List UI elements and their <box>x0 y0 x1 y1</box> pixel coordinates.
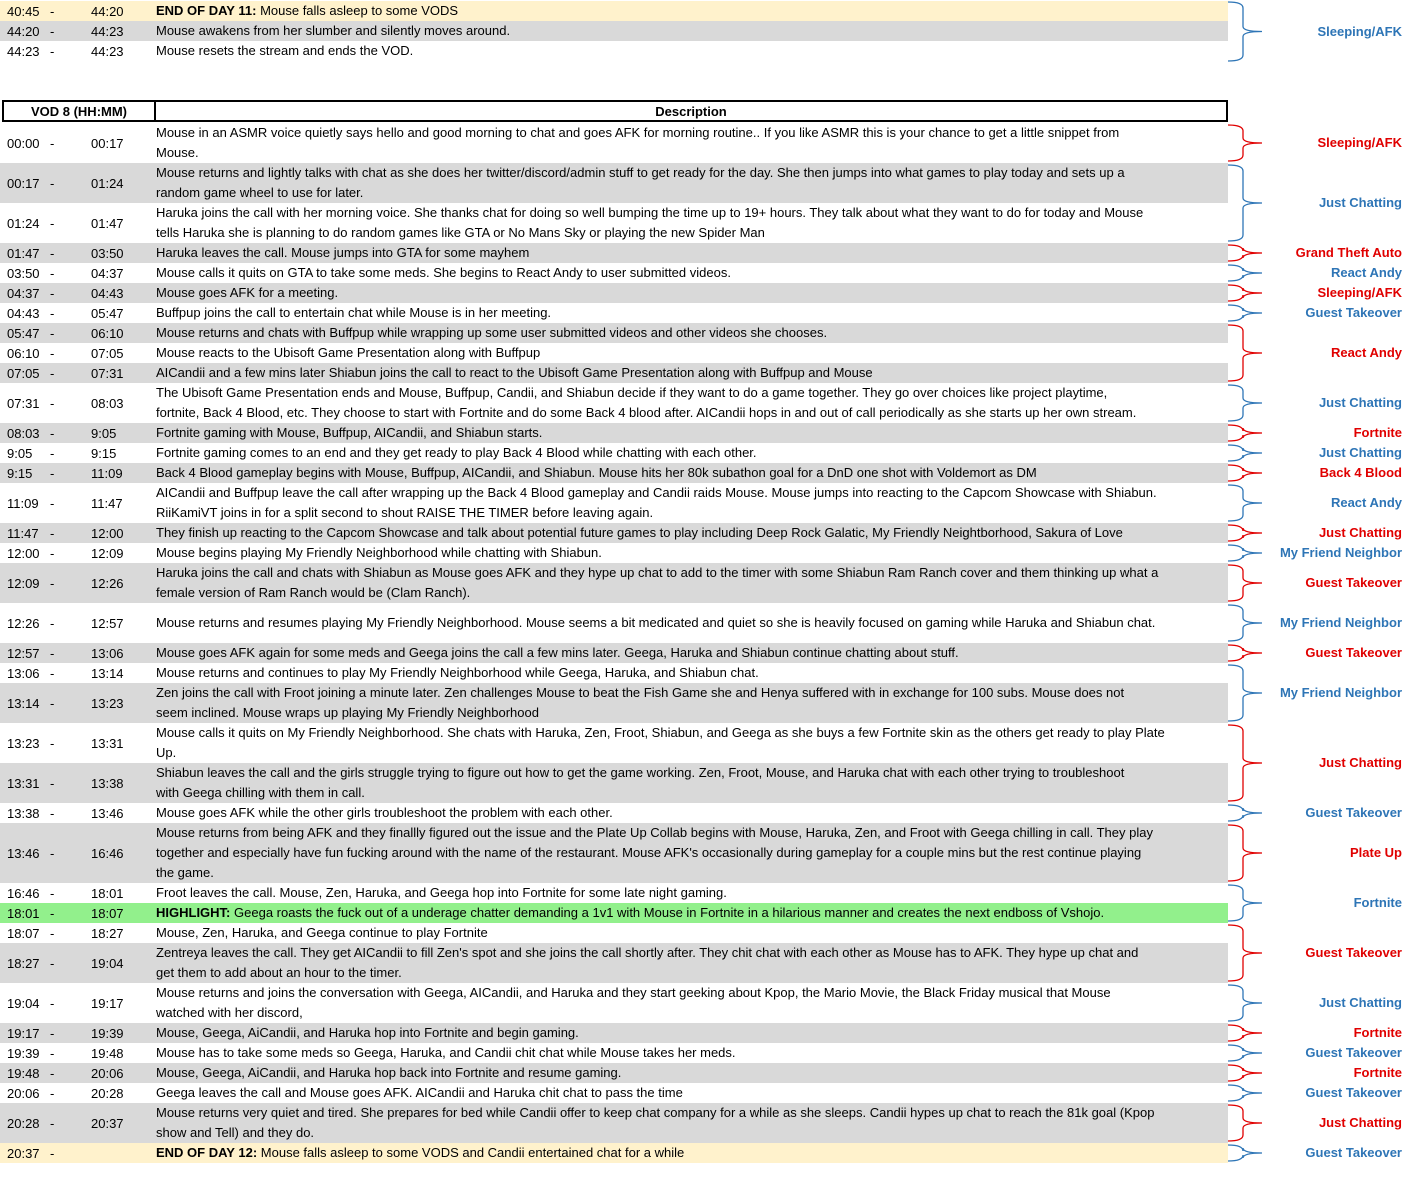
description-text: Mouse begins playing My Friendly Neighborhood while chatting with Shiabun. <box>156 545 602 560</box>
time-separator: - <box>50 395 55 411</box>
category-label: Guest Takeover <box>1305 1145 1402 1160</box>
time-separator: - <box>50 885 55 901</box>
category-label: Fortnite <box>1353 895 1402 910</box>
start-time: 12:00 <box>7 545 40 561</box>
start-time: 19:48 <box>7 1065 40 1081</box>
time-separator: - <box>50 135 55 151</box>
category-brace <box>1228 985 1262 1021</box>
start-time: 18:27 <box>7 955 40 971</box>
end-time: 9:15 <box>91 445 117 461</box>
time-separator: - <box>50 175 55 191</box>
start-time: 12:57 <box>7 645 40 661</box>
start-time: 04:43 <box>7 305 40 321</box>
category-label: Just Chatting <box>1318 395 1402 410</box>
category-label: Sleeping/AFK <box>1317 135 1402 150</box>
category-brace <box>1228 445 1262 461</box>
description-text: Mouse calls it quits on GTA to take some meds. She begins to React Andy to user submitted videos. <box>156 265 731 280</box>
start-time: 19:17 <box>7 1025 40 1041</box>
category-brace <box>1228 125 1262 161</box>
category-label: Just Chatting <box>1318 755 1402 770</box>
description-text: Zen joins the call with Froot joining a minute later. Zen challenges Mouse to beat the Fish Game she and Henya suffered with in exchange for 100 subs. Mouse does not <box>156 685 1125 700</box>
category-label: Just Chatting <box>1318 195 1402 210</box>
description-text: Mouse returns and joins the conversation with Geega, AICandii, and Haruka and they start geeking about Kpop, the Mario Movie, the Black Friday musical that Mouse <box>156 985 1111 1000</box>
description-text: Haruka joins the call with her morning voice. She thanks chat for doing so well bumping the time up to 19+ hours. They talk about what they want to do for today and Mouse <box>156 205 1144 220</box>
start-time: 19:04 <box>7 995 40 1011</box>
time-separator: - <box>50 665 55 681</box>
end-time: 13:23 <box>91 695 124 711</box>
description-text: Mouse in an ASMR voice quietly says hello and good morning to chat and goes AFK for morning routine.. If you like ASMR this is your chance to get a little snippet from <box>156 125 1120 140</box>
category-label: Just Chatting <box>1318 525 1402 540</box>
category-label: Just Chatting <box>1318 445 1402 460</box>
category-brace <box>1228 725 1262 801</box>
description-text: Mouse goes AFK while the other girls troubleshoot the problem with each other. <box>156 805 613 820</box>
description-text: tells Haruka she is planning to do random games like GTA or No Mans Sky or playing the new Spider Man <box>156 225 765 240</box>
category-brace <box>1228 525 1262 541</box>
start-time: 9:05 <box>7 445 33 461</box>
description-text: Mouse goes AFK again for some meds and Geega joins the call a few mins later. Geega, Haruka and Shiabun continue chatting about stuff. <box>156 645 959 660</box>
start-time: 20:28 <box>7 1115 40 1131</box>
category-label: Guest Takeover <box>1305 805 1402 820</box>
time-separator: - <box>50 845 55 861</box>
description-text: Mouse returns and lightly talks with chat as she does her twitter/discord/admin stuff to get ready for the day. She then jumps into what games to play today and sets up a <box>156 165 1125 180</box>
end-time: 16:46 <box>91 845 124 861</box>
category-label: Just Chatting <box>1318 995 1402 1010</box>
category-brace <box>1228 605 1262 641</box>
description-text: together and especially have fun fucking around with the name of the restaurant. Mouse AFK's occasionally during gameplay for a couple mins but the rest continue playing <box>156 845 1142 860</box>
description-text: AICandii and Buffpup leave the call after wrapping up the Back 4 Blood gameplay and Candii raids Mouse. Mouse jumps into reacting to the Capcom Showcase with Shiabun. <box>156 485 1157 500</box>
category-label: Guest Takeover <box>1305 305 1402 320</box>
end-time: 04:37 <box>91 265 124 281</box>
category-brace <box>1228 645 1262 661</box>
time-separator: - <box>50 805 55 821</box>
category-label: Guest Takeover <box>1305 575 1402 590</box>
category-label: Guest Takeover <box>1305 945 1402 960</box>
description-text: Mouse, Geega, AiCandii, and Haruka hop back into Fortnite and resume gaming. <box>156 1065 622 1080</box>
category-label: My Friend Neighbor <box>1279 685 1402 700</box>
time-separator: - <box>50 1025 55 1041</box>
time-separator: - <box>50 1145 55 1161</box>
category-brace <box>1228 885 1262 921</box>
end-time: 18:27 <box>91 925 124 941</box>
time-separator: - <box>50 345 55 361</box>
time-separator: - <box>50 465 55 481</box>
description-text: AICandii and a few mins later Shiabun joins the call to react to the Ubisoft Game Presentation along with Buffpup and Mouse <box>156 365 873 380</box>
category-label: My Friend Neighbor <box>1279 615 1402 630</box>
start-time: 18:07 <box>7 925 40 941</box>
description-text: the game. <box>156 865 214 880</box>
category-brace <box>1228 465 1262 481</box>
end-time: 07:05 <box>91 345 124 361</box>
category-label: React Andy <box>1330 265 1402 280</box>
end-time: 20:06 <box>91 1065 124 1081</box>
category-label: Back 4 Blood <box>1319 465 1402 480</box>
time-separator: - <box>50 735 55 751</box>
start-time: 05:47 <box>7 325 40 341</box>
end-time: 18:01 <box>91 885 124 901</box>
time-separator: - <box>50 43 55 59</box>
time-separator: - <box>50 1085 55 1101</box>
start-time: 44:23 <box>7 43 40 59</box>
time-separator: - <box>50 695 55 711</box>
category-brace <box>1228 1045 1262 1061</box>
category-label: Sleeping/AFK <box>1317 285 1402 300</box>
description-text: Mouse returns very quiet and tired. She prepares for bed while Candii offer to keep chat company for a while as she sleeps. Candii hypes up chat to reach the 81k goal (Kpop <box>156 1105 1155 1120</box>
time-separator: - <box>50 1045 55 1061</box>
end-time: 06:10 <box>91 325 124 341</box>
category-brace <box>1228 925 1262 981</box>
category-brace <box>1228 565 1262 601</box>
end-time: 13:31 <box>91 735 124 751</box>
category-brace <box>1228 2 1262 61</box>
time-separator: - <box>50 995 55 1011</box>
time-separator: - <box>50 545 55 561</box>
time-separator: - <box>50 495 55 511</box>
category-brace <box>1228 165 1262 241</box>
description-text: Mouse calls it quits on My Friendly Neighborhood. She chats with Haruka, Zen, Froot, Shiabun, and Geega as she buys a few Fortnite skin as the others get ready to play Plate <box>156 725 1165 740</box>
start-time: 16:46 <box>7 885 40 901</box>
end-time: 44:23 <box>91 23 124 39</box>
description-text: Back 4 Blood gameplay begins with Mouse, Buffpup, AICandii, and Shiabun. Mouse hits her 80k subathon goal for a DnD one shot with Voldemort as DM <box>156 465 1037 480</box>
end-time: 19:39 <box>91 1025 124 1041</box>
time-separator: - <box>50 905 55 921</box>
end-time: 01:24 <box>91 175 124 191</box>
category-brace <box>1228 665 1262 721</box>
time-separator: - <box>50 775 55 791</box>
end-time: 44:20 <box>91 3 124 19</box>
start-time: 03:50 <box>7 265 40 281</box>
time-separator: - <box>50 525 55 541</box>
description-text: show and Tell) and they do. <box>156 1125 315 1140</box>
category-brace <box>1228 1025 1262 1041</box>
end-time: 19:17 <box>91 995 124 1011</box>
header-description: Description <box>655 103 727 119</box>
end-time: 08:03 <box>91 395 124 411</box>
end-time: 20:28 <box>91 1085 124 1101</box>
description-text: Mouse returns and continues to play My Friendly Neighborhood while Geega, Haruka, and Shiabun chat. <box>156 665 759 680</box>
start-time: 00:00 <box>7 135 40 151</box>
start-time: 13:31 <box>7 775 40 791</box>
time-separator: - <box>50 1065 55 1081</box>
description-text: Mouse returns from being AFK and they finallly figured out the issue and the Plate Up Collab begins with Mouse, Haruka, Zen, and Froot with Geega chilling in call. They play <box>156 825 1153 840</box>
start-time: 13:23 <box>7 735 40 751</box>
category-label: My Friend Neighbor <box>1279 545 1402 560</box>
description-text: get them to add about an hour to the timer. <box>156 965 402 980</box>
category-label: React Andy <box>1330 495 1402 510</box>
description-text: Froot leaves the call. Mouse, Zen, Haruka, and Geega hop into Fortnite for some late night gaming. <box>156 885 727 900</box>
time-separator: - <box>50 325 55 341</box>
description-text: Zentreya leaves the call. They get AICandii to fill Zen's spot and she joins the call shortly after. They chit chat with each other as Mouse has to AFK. They hype up chat and <box>156 945 1139 960</box>
time-separator: - <box>50 245 55 261</box>
description-text: Mouse returns and resumes playing My Friendly Neighborhood. Mouse seems a bit medicated and quiet so she is heavily focused on gaming while Haruka and Shiabun chat. <box>156 615 1156 630</box>
category-label: Just Chatting <box>1318 1115 1402 1130</box>
start-time: 13:14 <box>7 695 40 711</box>
description-text: Mouse has to take some meds so Geega, Haruka, and Candii chit chat while Mouse takes her meds. <box>156 1045 736 1060</box>
start-time: 40:45 <box>7 3 40 19</box>
time-separator: - <box>50 365 55 381</box>
description-text: Buffpup joins the call to entertain chat while Mouse is in her meeting. <box>156 305 552 320</box>
start-time: 19:39 <box>7 1045 40 1061</box>
start-time: 12:26 <box>7 615 40 631</box>
end-time: 13:46 <box>91 805 124 821</box>
description-text: Mouse, Geega, AiCandii, and Haruka hop into Fortnite and begin gaming. <box>156 1025 579 1040</box>
category-brace <box>1228 285 1262 301</box>
description-text: Mouse awakens from her slumber and silently moves around. <box>156 23 511 38</box>
start-time: 11:47 <box>7 525 39 541</box>
description-text: Mouse returns and chats with Buffpup while wrapping up some user submitted videos and other videos she chooses. <box>156 325 828 340</box>
row-label: HIGHLIGHT: <box>156 905 231 920</box>
description-text: seem inclined. Mouse wraps up playing My Friendly Neighborhood <box>156 705 539 720</box>
end-time: 19:04 <box>91 955 124 971</box>
end-time: 20:37 <box>91 1115 124 1131</box>
time-separator: - <box>50 215 55 231</box>
category-brace <box>1228 265 1262 281</box>
description-text: Up. <box>156 745 177 760</box>
description-text: with Geega chilling with them in call. <box>156 785 365 800</box>
category-brace <box>1228 545 1262 561</box>
start-time: 00:17 <box>7 175 40 191</box>
category-brace <box>1228 385 1262 421</box>
description-text: Mouse falls asleep to some VODS and Candii entertained chat for a while <box>260 1145 685 1160</box>
description-text: Geega leaves the call and Mouse goes AFK. AICandii and Haruka chit chat to pass the time <box>156 1085 683 1100</box>
category-brace <box>1228 1065 1262 1081</box>
start-time: 08:03 <box>7 425 40 441</box>
start-time: 44:20 <box>7 23 40 39</box>
time-separator: - <box>50 645 55 661</box>
category-brace <box>1228 1085 1262 1101</box>
category-label: Fortnite <box>1353 425 1402 440</box>
category-label: React Andy <box>1330 345 1402 360</box>
end-time: 12:57 <box>91 615 124 631</box>
end-time: 13:06 <box>91 645 124 661</box>
end-time: 13:14 <box>91 665 124 681</box>
description-text: Mouse resets the stream and ends the VOD. <box>156 43 414 58</box>
time-separator: - <box>50 425 55 441</box>
category-brace <box>1228 305 1262 321</box>
category-brace <box>1228 1105 1262 1141</box>
end-time: 05:47 <box>91 305 124 321</box>
description-text: Geega roasts the fuck out of a underage chatter demanding a 1v1 with Mouse in Fortnite in a hilarious manner and creates the next endboss of Vshojo. <box>234 905 1105 920</box>
end-time: 12:09 <box>91 545 124 561</box>
start-time: 13:38 <box>7 805 40 821</box>
time-separator: - <box>50 305 55 321</box>
category-label: Fortnite <box>1353 1025 1402 1040</box>
end-time: 12:00 <box>91 525 124 541</box>
description-text: Fortnite gaming comes to an end and they get ready to play Back 4 Blood while chatting with each other. <box>156 445 757 460</box>
description-text: Fortnite gaming with Mouse, Buffpup, AICandii, and Shiabun starts. <box>156 425 543 440</box>
start-time: 06:10 <box>7 345 40 361</box>
time-separator: - <box>50 955 55 971</box>
end-time: 13:38 <box>91 775 124 791</box>
category-brace <box>1228 1145 1262 1161</box>
start-time: 01:47 <box>7 245 40 261</box>
description-text: Haruka joins the call and chats with Shiabun as Mouse goes AFK and they hype up chat to add to the timer with some Shiabun Ram Ranch cover and them thinking up what a <box>156 565 1159 580</box>
time-separator: - <box>50 23 55 39</box>
category-label: Guest Takeover <box>1305 645 1402 660</box>
time-separator: - <box>50 3 55 19</box>
time-separator: - <box>50 925 55 941</box>
start-time: 01:24 <box>7 215 40 231</box>
start-time: 11:09 <box>7 495 39 511</box>
category-brace <box>1228 245 1262 261</box>
description-text: RiiKamiVT joins in for a split second to shout RAISE THE TIMER before leaving again. <box>156 505 654 520</box>
category-label: Plate Up <box>1349 845 1402 860</box>
description-text: Mouse falls asleep to some VODS <box>260 3 459 18</box>
description-text: Mouse goes AFK for a meeting. <box>156 285 339 300</box>
category-label: Fortnite <box>1353 1065 1402 1080</box>
description-text: Mouse, Zen, Haruka, and Geega continue to play Fortnite <box>156 925 488 940</box>
end-time: 18:07 <box>91 905 124 921</box>
start-time: 13:46 <box>7 845 40 861</box>
description-text: Mouse reacts to the Ubisoft Game Presentation along with Buffpup <box>156 345 541 360</box>
start-time: 12:09 <box>7 575 40 591</box>
end-time: 12:26 <box>91 575 124 591</box>
description-text: Shiabun leaves the call and the girls struggle trying to figure out how to get the game working. Zen, Froot, Mouse, and Haruka chat with each other trying to troubleshoot <box>156 765 1125 780</box>
end-time: 11:47 <box>91 495 123 511</box>
end-time: 04:43 <box>91 285 124 301</box>
start-time: 04:37 <box>7 285 40 301</box>
description-text: The Ubisoft Game Presentation ends and Mouse, Buffpup, Candii, and Shiabun decide if they want to do a game together. They go over choices like project playtime, <box>156 385 1108 400</box>
description-text: fortnite, Back 4 Blood, etc. They choose to start with Fortnite and do some Back 4 blood after. AICandii hops in and out of call periodically as she starts up her own stream. <box>156 405 1137 420</box>
end-time: 11:09 <box>91 465 123 481</box>
end-time: 19:48 <box>91 1045 124 1061</box>
category-brace <box>1228 825 1262 881</box>
description-text: random game wheel to use for later. <box>156 185 364 200</box>
description-text: watched with her discord, <box>156 1005 303 1020</box>
category-brace <box>1228 485 1262 521</box>
end-time: 07:31 <box>91 365 124 381</box>
category-brace <box>1228 425 1262 441</box>
category-label: Guest Takeover <box>1305 1045 1402 1060</box>
end-time: 01:47 <box>91 215 124 231</box>
end-time: 03:50 <box>91 245 124 261</box>
description-text: They finish up reacting to the Capcom Showcase and talk about potential future games to play including Deep Rock Galatic, My Friendly Neightborhood, Sakura of Love <box>156 525 1123 540</box>
end-time: 44:23 <box>91 43 124 59</box>
start-time: 20:06 <box>7 1085 40 1101</box>
start-time: 20:37 <box>7 1145 40 1161</box>
start-time: 18:01 <box>7 905 40 921</box>
category-brace <box>1228 325 1262 381</box>
end-time: 00:17 <box>91 135 124 151</box>
time-separator: - <box>50 285 55 301</box>
start-time: 07:31 <box>7 395 40 411</box>
time-separator: - <box>50 445 55 461</box>
time-separator: - <box>50 615 55 631</box>
row-label: END OF DAY 12: <box>156 1145 258 1160</box>
time-separator: - <box>50 1115 55 1131</box>
end-time: 9:05 <box>91 425 117 441</box>
description-text: Mouse. <box>156 145 199 160</box>
start-time: 07:05 <box>7 365 40 381</box>
header-vod-time: VOD 8 (HH:MM) <box>4 102 156 120</box>
category-label: Guest Takeover <box>1305 1085 1402 1100</box>
row-label: END OF DAY 11: <box>156 3 257 18</box>
description-text: Haruka leaves the call. Mouse jumps into GTA for some mayhem <box>156 245 530 260</box>
category-label: Grand Theft Auto <box>1295 245 1402 260</box>
start-time: 13:06 <box>7 665 40 681</box>
time-separator: - <box>50 575 55 591</box>
start-time: 9:15 <box>7 465 33 481</box>
description-text: female version of Ram Ranch would be (Clam Ranch). <box>156 585 471 600</box>
time-separator: - <box>50 265 55 281</box>
category-brace <box>1228 805 1262 821</box>
category-label: Sleeping/AFK <box>1317 23 1402 39</box>
